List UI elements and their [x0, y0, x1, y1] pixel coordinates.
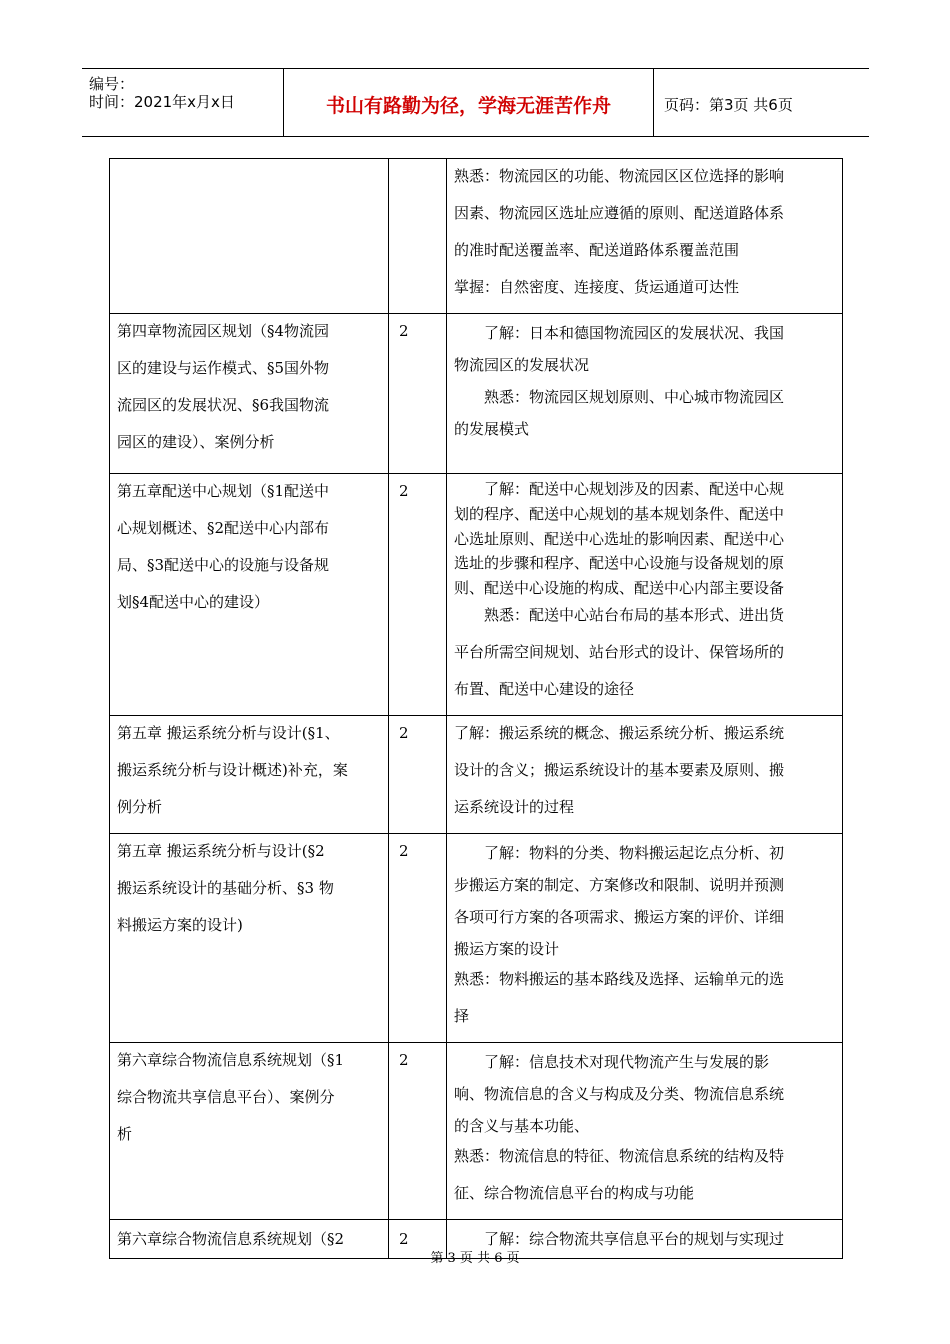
- content-line: 掌握：自然密度、连接度、货运通道可达性: [454, 278, 740, 296]
- chapter-line: 第六章综合物流信息系统规划（§1: [117, 1050, 345, 1069]
- content-line: 运系统设计的过程: [454, 797, 575, 816]
- document-number-label: 编号：: [89, 75, 135, 93]
- table-row: [110, 159, 843, 314]
- content-line: 了解：搬运系统的概念、搬运系统分析、搬运系统: [454, 723, 785, 742]
- chapter-line: 析: [117, 1124, 133, 1143]
- content-line: 的含义与基本功能、: [454, 1116, 590, 1135]
- content-line: 布置、配送中心建设的途径: [454, 679, 635, 698]
- chapter-line: 区的建设与运作模式、§5国外物: [117, 359, 330, 377]
- hours-cell: [389, 1042, 447, 1219]
- chapter-line: 划§4配送中心的建设）: [117, 593, 270, 611]
- hours-cell: [389, 833, 447, 1042]
- chapter-line: 第五章 搬运系统分析与设计(§2: [117, 841, 325, 860]
- chapter-line: 综合物流共享信息平台）、案例分: [117, 1087, 335, 1106]
- hours-value: 2: [399, 841, 409, 860]
- document-date: 时间：2021年x月x日: [89, 93, 235, 111]
- table-row: [110, 314, 843, 474]
- chapter-line: 例分析: [117, 797, 163, 816]
- chapter-cell: [110, 833, 389, 1042]
- chapter-line: 搬运系统分析与设计概述)补充，案: [117, 760, 348, 779]
- chapter-line: 流园区的发展状况、§6我国物流: [117, 396, 330, 414]
- chapter-line: 第四章物流园区规划（§4物流园: [117, 322, 330, 340]
- content-line: 熟悉：物流园区的功能、物流园区区位选择的影响: [454, 167, 785, 185]
- content-line: 心选址原则、配送中心选址的影响因素、配送中心: [454, 529, 785, 548]
- chapter-cell: [110, 474, 389, 716]
- chapter-line: 园区的建设）、案例分析: [117, 433, 275, 451]
- chapter-cell: [110, 1042, 389, 1219]
- content-line: 了解：配送中心规划涉及的因素、配送中心规: [484, 480, 785, 498]
- content-line: 物流园区的发展状况: [454, 356, 590, 374]
- hours-value: 2: [399, 1050, 409, 1069]
- content-line: 择: [454, 1006, 470, 1025]
- content-line: 响、物流信息的含义与构成及分类、物流信息系统: [454, 1084, 785, 1103]
- hours-value: 2: [399, 322, 409, 340]
- content-line: 征、综合物流信息平台的构成与功能: [454, 1183, 695, 1202]
- content-cell: [447, 715, 843, 833]
- motto-text: 书山有路勤为径，学海无涯苦作舟: [325, 95, 611, 117]
- content-cell: [447, 833, 843, 1042]
- page-footer: 第 3 页 共 6 页: [430, 1251, 520, 1266]
- content-line: 了解：日本和德国物流园区的发展状况、我国: [484, 324, 785, 342]
- content-line: 的发展模式: [454, 420, 530, 438]
- content-line: 设计的含义；搬运系统设计的基本要素及原则、搬: [454, 760, 785, 779]
- content-line: 各项可行方案的各项需求、搬运方案的评价、详细: [454, 907, 785, 926]
- content-line: 划的程序、配送中心规划的基本规划条件、配送中: [454, 504, 785, 523]
- content-line: 熟悉：物流信息的特征、物流信息系统的结构及特: [454, 1146, 785, 1165]
- chapter-cell: [110, 314, 389, 474]
- header-meta-cell: [82, 69, 284, 136]
- content-line: 熟悉：物流园区规划原则、中心城市物流园区: [484, 388, 785, 406]
- content-line: 的准时配送覆盖率、配送道路体系覆盖范围: [454, 241, 740, 259]
- syllabus-table: [109, 158, 843, 1259]
- chapter-line: 局、§3配送中心的设施与设备规: [117, 556, 330, 574]
- chapter-line: 搬运系统设计的基础分析、§3 物: [117, 878, 334, 897]
- hours-cell: [389, 715, 447, 833]
- page-header: [82, 68, 869, 137]
- content-line: 了解：物料的分类、物料搬运起讫点分析、初: [484, 843, 785, 862]
- content-line: 则、配送中心设施的构成、配送中心内部主要设备: [454, 579, 785, 598]
- chapter-line: 第六章综合物流信息系统规划（§2: [117, 1229, 345, 1248]
- hours-value: 2: [399, 482, 409, 500]
- content-line: 步搬运方案的制定、方案修改和限制、说明并预测: [454, 875, 785, 894]
- content-line: 因素、物流园区选址应遵循的原则、配送道路体系: [454, 204, 785, 222]
- table-row: [110, 715, 843, 833]
- content-cell: [447, 1042, 843, 1219]
- hours-cell: [389, 159, 447, 314]
- header-page-cell: [654, 69, 869, 136]
- chapter-line: 第五章 搬运系统分析与设计(§1、: [117, 723, 340, 742]
- content-line: 了解：信息技术对现代物流产生与发展的影: [484, 1052, 770, 1071]
- chapter-line: 料搬运方案的设计): [117, 915, 243, 934]
- hours-cell: [389, 314, 447, 474]
- table-row: [110, 833, 843, 1042]
- content-cell: [447, 474, 843, 716]
- chapter-cell: [110, 159, 389, 314]
- hours-value: 2: [399, 1229, 409, 1248]
- hours-cell: [389, 474, 447, 716]
- page-code: 页码：第3页 共6页: [664, 96, 793, 114]
- table-row: [110, 474, 843, 716]
- chapter-line: 第五章配送中心规划（§1配送中: [117, 482, 330, 500]
- content-line: 平台所需空间规划、站台形式的设计、保管场所的: [454, 642, 785, 661]
- header-motto-cell: [284, 69, 654, 136]
- hours-value: 2: [399, 723, 409, 742]
- content-line: 了解：综合物流共享信息平台的规划与实现过: [484, 1229, 785, 1248]
- content-line: 熟悉：配送中心站台布局的基本形式、进出货: [484, 605, 785, 624]
- chapter-line: 心规划概述、§2配送中心内部布: [117, 519, 330, 537]
- content-line: 选址的步骤和程序、配送中心设施与设备规划的原: [454, 554, 785, 573]
- chapter-cell: [110, 715, 389, 833]
- content-line: 熟悉：物料搬运的基本路线及选择、运输单元的选: [454, 969, 785, 988]
- content-cell: [447, 159, 843, 314]
- content-line: 搬运方案的设计: [454, 939, 560, 958]
- table-row: [110, 1042, 843, 1219]
- content-cell: [447, 314, 843, 474]
